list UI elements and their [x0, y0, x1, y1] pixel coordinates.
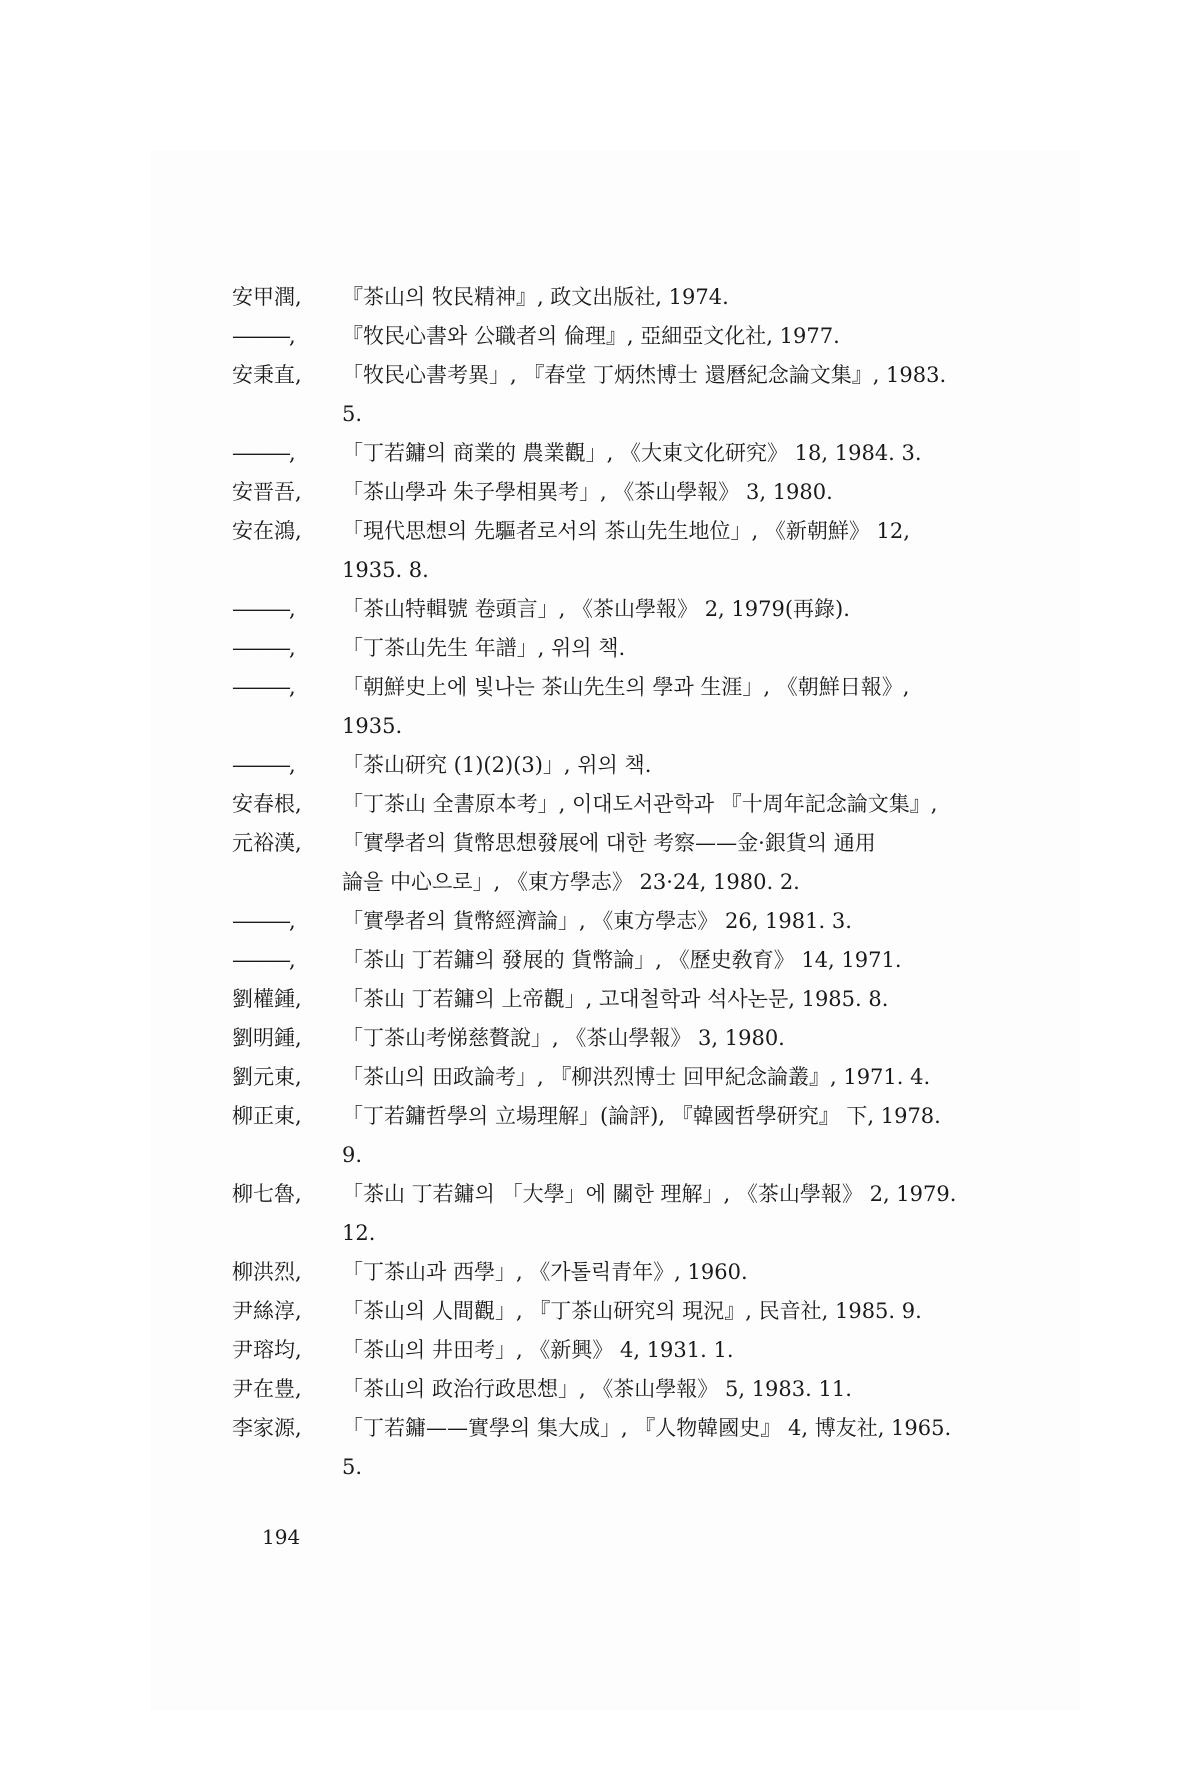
entry-citation — [342, 356, 1052, 434]
entry-author: ———, — [232, 753, 294, 777]
bibliography-entry — [232, 1175, 1052, 1253]
bibliography-entry — [232, 590, 1052, 629]
entry-author: ———, — [232, 441, 294, 465]
citation-line: 「茶山의 田政論考」, 『柳洪烈博士 回甲紀念論叢』, 1971. 4. — [342, 1065, 931, 1089]
citation-line: 論을 中心으로」, 《東方學志》 23·24, 1980. 2. — [342, 870, 800, 894]
citation-line: 1935. 8. — [342, 558, 429, 582]
entry-author: ———, — [232, 324, 294, 348]
entry-citation — [342, 1253, 1052, 1292]
entry-author: 尹在豊, — [232, 1377, 302, 1401]
citation-line: 「實學者의 貨幣思想發展에 대한 考察——金·銀貨의 通用 — [342, 831, 876, 855]
bibliography-entry — [232, 356, 1052, 434]
citation-line: 「牧民心書考異」, 『春堂 丁炳烋博士 還曆紀念論文集』, 1983. — [342, 363, 947, 387]
entry-author: 柳正東, — [232, 1104, 302, 1128]
bibliography-entry — [232, 512, 1052, 590]
bibliography-entry — [232, 1019, 1052, 1058]
citation-line: 「丁若鏞의 商業的 農業觀」, 《大東文化研究》 18, 1984. 3. — [342, 441, 922, 465]
entry-author: 安春根, — [232, 792, 302, 816]
citation-line: 「茶山 丁若鏞의 上帝觀」, 고대철학과 석사논문, 1985. 8. — [342, 987, 889, 1011]
entry-author: 元裕漢, — [232, 831, 302, 855]
citation-line: 「茶山研究 (1)(2)(3)」, 위의 책. — [342, 753, 652, 777]
citation-line: 「朝鮮史上에 빛나는 茶山先生의 學과 生涯」, 《朝鮮日報》, — [342, 675, 910, 699]
bibliography-entry — [232, 1097, 1052, 1175]
entry-author: 李家源, — [232, 1416, 302, 1440]
bibliography-entry — [232, 668, 1052, 746]
bibliography-entry — [232, 941, 1052, 980]
entry-author: 劉明鍾, — [232, 1026, 302, 1050]
citation-line: 5. — [342, 1455, 363, 1479]
entry-author: 劉權鍾, — [232, 987, 302, 1011]
bibliography-entry — [232, 980, 1052, 1019]
citation-line: 「茶山 丁若鏞의 「大學」에 關한 理解」, 《茶山學報》 2, 1979. — [342, 1182, 957, 1206]
citation-line: 12. — [342, 1221, 376, 1245]
citation-line: 「實學者의 貨幣經濟論」, 《東方學志》 26, 1981. 3. — [342, 909, 852, 933]
citation-line: 「茶山의 人間觀」, 『丁茶山研究의 現況』, 民音社, 1985. 9. — [342, 1299, 922, 1323]
entry-citation — [342, 317, 1052, 356]
bibliography-entry — [232, 1253, 1052, 1292]
entry-author: 劉元東, — [232, 1065, 302, 1089]
bibliography-entry — [232, 629, 1052, 668]
entry-author: ———, — [232, 948, 294, 972]
bibliography-entry — [232, 746, 1052, 785]
entry-citation — [342, 824, 1052, 902]
bibliography-entry — [232, 1292, 1052, 1331]
citation-line: 「丁若鏞哲學의 立場理解」(論評), 『韓國哲學研究』 下, 1978. — [342, 1104, 941, 1128]
entry-citation — [342, 1175, 1052, 1253]
citation-line: 1935. — [342, 714, 403, 738]
entry-author: 安在鴻, — [232, 519, 302, 543]
citation-line: 「茶山의 井田考」, 《新興》 4, 1931. 1. — [342, 1338, 734, 1362]
entry-citation — [342, 512, 1052, 590]
entry-citation — [342, 1370, 1052, 1409]
entry-citation — [342, 1409, 1052, 1487]
entry-citation — [342, 473, 1052, 512]
entry-author: ———, — [232, 636, 294, 660]
citation-line: 「丁茶山先生 年譜」, 위의 책. — [342, 636, 626, 660]
entry-citation — [342, 980, 1052, 1019]
entry-author: 柳洪烈, — [232, 1260, 302, 1284]
entry-citation — [342, 1331, 1052, 1370]
citation-line: 「茶山特輯號 卷頭言」, 《茶山學報》 2, 1979(再錄). — [342, 597, 850, 621]
page-number: 194 — [262, 1525, 301, 1549]
bibliography-entry — [232, 1331, 1052, 1370]
citation-line: 「丁茶山 全書原本考」, 이대도서관학과 『十周年記念論文集』, — [342, 792, 938, 816]
entry-author: 柳七魯, — [232, 1182, 302, 1206]
bibliography-entry — [232, 434, 1052, 473]
citation-line: 『茶山의 牧民精神』, 政文出版社, 1974. — [342, 285, 729, 309]
entry-author: ———, — [232, 597, 294, 621]
entry-citation — [342, 941, 1052, 980]
citation-line: 「丁若鏞——實學의 集大成」, 『人物韓國史』 4, 博友社, 1965. — [342, 1416, 952, 1440]
bibliography-entry — [232, 1058, 1052, 1097]
citation-line: 「茶山 丁若鏞의 發展的 貨幣論」, 《歷史敎育》 14, 1971. — [342, 948, 902, 972]
entry-author: 尹瑢均, — [232, 1338, 302, 1362]
entry-citation — [342, 590, 1052, 629]
entry-citation — [342, 629, 1052, 668]
entry-citation — [342, 1058, 1052, 1097]
bibliography-entry — [232, 1409, 1052, 1487]
citation-line: 「丁茶山과 西學」, 《가톨릭青年》, 1960. — [342, 1260, 748, 1284]
entry-citation — [342, 746, 1052, 785]
bibliography-entry — [232, 317, 1052, 356]
bibliography-entry — [232, 473, 1052, 512]
entry-citation — [342, 902, 1052, 941]
citation-line: 5. — [342, 402, 363, 426]
entry-author: ———, — [232, 675, 294, 699]
citation-line: 『牧民心書와 公職者의 倫理』, 亞細亞文化社, 1977. — [342, 324, 840, 348]
entry-author: 安晋吾, — [232, 480, 302, 504]
entry-citation — [342, 278, 1052, 317]
entry-citation — [342, 1019, 1052, 1058]
citation-line: 「丁茶山考悌慈贅說」, 《茶山學報》 3, 1980. — [342, 1026, 785, 1050]
entry-author: 安甲潤, — [232, 285, 302, 309]
bibliography-entry — [232, 278, 1052, 317]
entry-citation — [342, 1292, 1052, 1331]
entry-author: ———, — [232, 909, 294, 933]
citation-line: 9. — [342, 1143, 363, 1167]
entry-citation — [342, 434, 1052, 473]
entry-author: 安秉直, — [232, 363, 302, 387]
entry-author: 尹絲淳, — [232, 1299, 302, 1323]
bibliography-entry — [232, 824, 1052, 902]
entry-citation — [342, 785, 1052, 824]
bibliography-entry — [232, 785, 1052, 824]
citation-line: 「茶山의 政治行政思想」, 《茶山學報》 5, 1983. 11. — [342, 1377, 852, 1401]
bibliography-list — [232, 278, 1052, 1487]
entry-citation — [342, 668, 1052, 746]
citation-line: 「茶山學과 朱子學相異考」, 《茶山學報》 3, 1980. — [342, 480, 833, 504]
entry-citation — [342, 1097, 1052, 1175]
citation-line: 「現代思想의 先驅者로서의 茶山先生地位」, 《新朝鮮》 12, — [342, 519, 910, 543]
bibliography-entry — [232, 1370, 1052, 1409]
bibliography-entry — [232, 902, 1052, 941]
